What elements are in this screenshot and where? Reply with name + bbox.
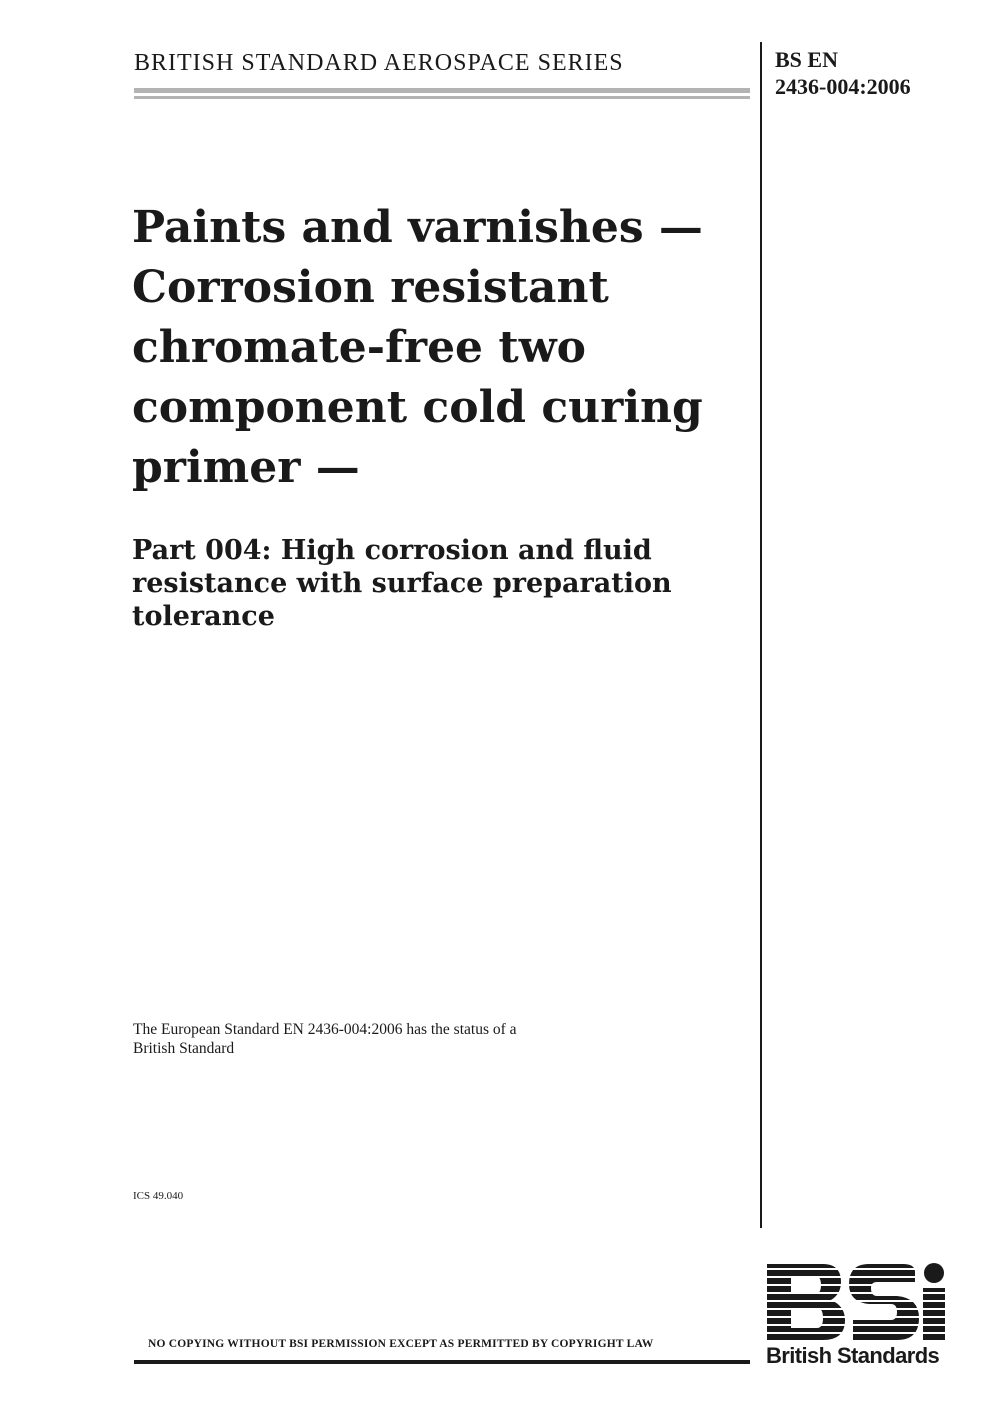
status-line: The European Standard EN 2436-004:2006 has the status of a — [133, 1021, 517, 1038]
main-title-line: component cold curing — [132, 382, 703, 433]
main-title-line: Paints and varnishes — — [132, 202, 703, 253]
header-rule-thin — [134, 96, 750, 99]
footer-rule — [134, 1360, 750, 1364]
part-title-line: tolerance — [132, 601, 275, 632]
status-line: British Standard — [133, 1040, 235, 1057]
vertical-divider — [760, 42, 762, 1228]
document-code — [775, 46, 911, 100]
status-statement — [133, 1020, 517, 1058]
document-code-line-2: 2436-004:2006 — [775, 74, 911, 99]
bsi-logo-mark — [765, 1262, 947, 1342]
series-title: BRITISH STANDARD AEROSPACE SERIES — [134, 50, 624, 76]
document-code-line-1: BS EN — [775, 47, 838, 72]
bsi-logo-caption: British Standards — [766, 1343, 940, 1368]
main-title-line: Corrosion resistant — [132, 262, 609, 313]
ics-code: ICS 49.040 — [133, 1190, 184, 1202]
part-title-line: resistance with surface preparation — [132, 568, 672, 599]
main-title-line: chromate-free two — [132, 322, 586, 373]
header-rule-thick — [134, 88, 750, 93]
main-title-line: primer — — [132, 442, 360, 493]
main-title — [132, 198, 752, 498]
part-title — [132, 534, 752, 633]
copyright-notice: NO COPYING WITHOUT BSI PERMISSION EXCEPT AS PERMITTED BY COPYRIGHT LAW — [148, 1338, 654, 1350]
part-title-line: Part 004: High corrosion and fluid — [132, 535, 652, 566]
